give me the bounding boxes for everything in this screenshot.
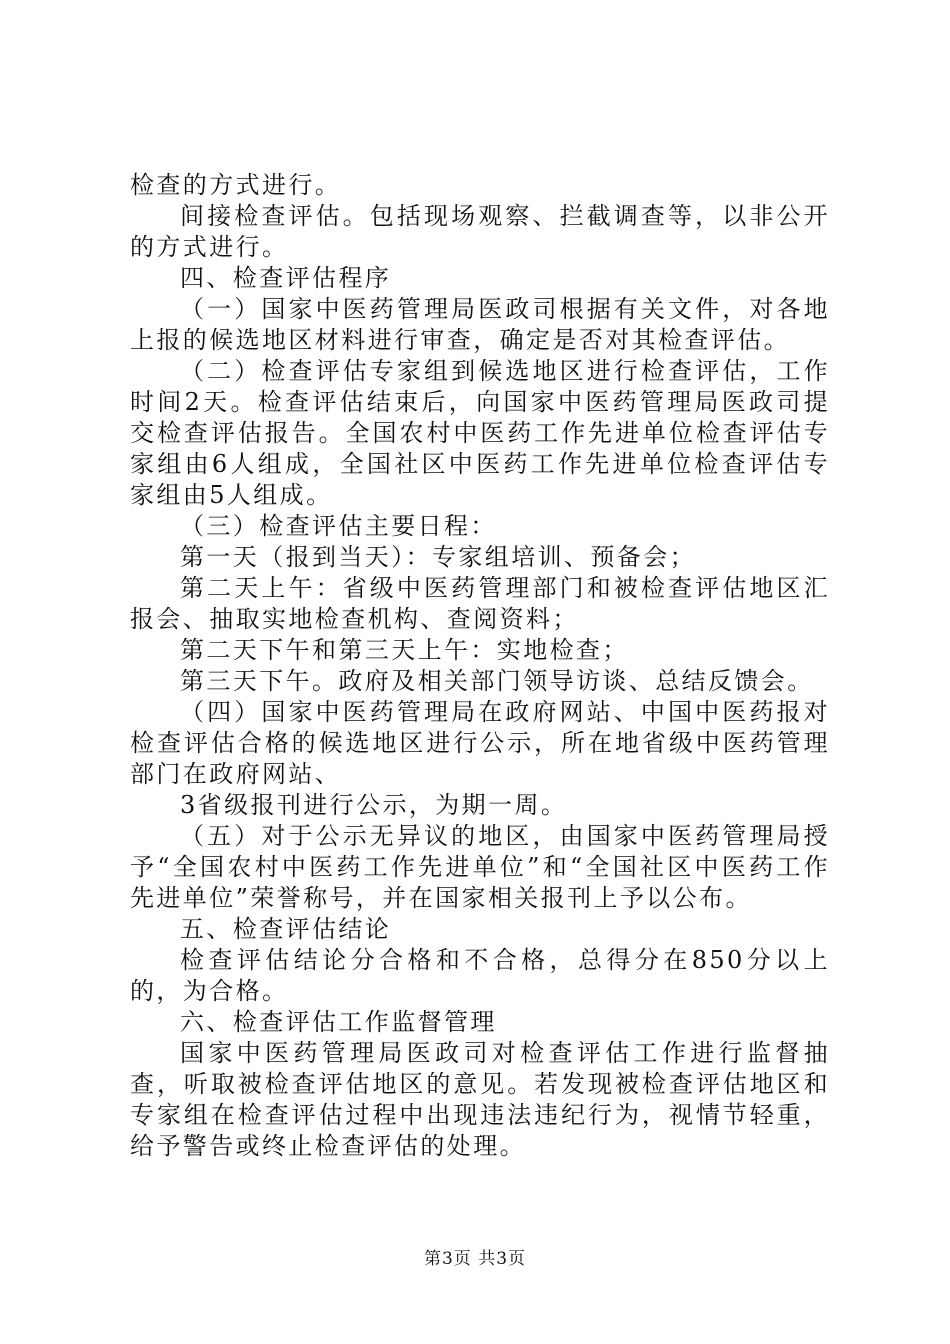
schedule-day-2-afternoon: 第二天下午和第三天上午：实地检查；: [180, 636, 629, 664]
paragraph-procedure-3: （三）检查评估主要日程：: [180, 512, 497, 540]
paragraph-conclusion: 检查评估结论分合格和不合格，总得分在850分以上的，为合格。: [130, 946, 830, 1005]
paragraph-procedure-1: （一）国家中医药管理局医政司根据有关文件，对各地上报的候选地区材料进行审查，确定是否对其检查评估。: [130, 295, 830, 354]
section-heading-conclusion: 五、检查评估结论: [180, 915, 392, 943]
paragraph-procedure-4-cont: 3省级报刊进行公示，为期一周。: [180, 791, 568, 819]
paragraph-procedure-4: （四）国家中医药管理局在政府网站、中国中医药报对检查评估合格的候选地区进行公示，所在地省级中医药管理部门在政府网站、: [130, 698, 830, 788]
document-body: [130, 170, 830, 1162]
paragraph-procedure-2: （二）检查评估专家组到候选地区进行检查评估，工作时间2天。检查评估结束后，向国家中医药管理局医政司提交检查评估报告。全国农村中医药工作先进单位检查评估专家组由6人组成，全国社区中医药工作先进单位检查评估专家组由5人组成。: [130, 357, 830, 509]
paragraph-procedure-5: （五）对于公示无异议的地区，由国家中医药管理局授予“全国农村中医药工作先进单位”和“全国社区中医药工作先进单位”荣誉称号，并在国家相关报刊上予以公布。: [130, 822, 830, 912]
paragraph-indirect-inspection: 间接检查评估。包括现场观察、拦截调查等，以非公开的方式进行。: [130, 202, 830, 261]
schedule-day-3-afternoon: 第三天下午。政府及相关部门领导访谈、总结反馈会。: [180, 667, 814, 695]
schedule-day-2-morning: 第二天上午：省级中医药管理部门和被检查评估地区汇报会、抽取实地检查机构、查阅资料；: [130, 574, 830, 633]
section-heading-procedure: 四、检查评估程序: [180, 264, 392, 292]
section-heading-supervision: 六、检查评估工作监督管理: [180, 1008, 497, 1036]
schedule-day-1: 第一天（报到当天）：专家组培训、预备会；: [180, 543, 696, 571]
paragraph-continuation: 检查的方式进行。: [130, 171, 342, 199]
paragraph-supervision: 国家中医药管理局医政司对检查评估工作进行监督抽查，听取被检查评估地区的意见。若发现被检查评估地区和专家组在检查评估过程中出现违法违纪行为，视情节轻重，给予警告或终止检查评估的处理。: [130, 1039, 830, 1160]
page-number-footer: 第3页 共3页: [423, 1249, 527, 1269]
